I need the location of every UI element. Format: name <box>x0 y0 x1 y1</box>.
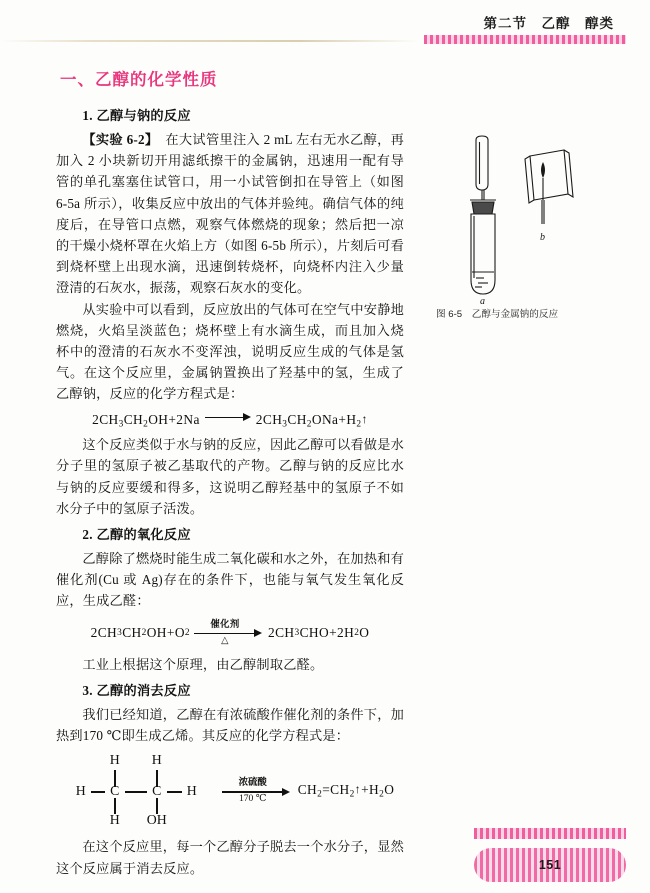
figure-label-b: b <box>540 232 545 243</box>
oxidation-paragraph: 乙醇除了燃烧时能生成二氧化碳和水之外，在加热和有催化剂(Cu 或 Ag)存在的条件下，也能与氧气发生氧化反应，生成乙醛： <box>56 551 404 609</box>
eq1-right-1: 2CH <box>255 411 283 427</box>
struct-c-right: C <box>152 783 162 799</box>
equation-elimination-reaction <box>56 752 404 830</box>
equation-sodium-reaction <box>56 410 404 430</box>
page-header <box>0 8 650 54</box>
eq2-left-1: 2CH <box>90 624 118 640</box>
eq1-left-1: 2CH <box>92 411 119 427</box>
eq2-right-2: CHO <box>299 624 330 640</box>
eq2-right-3-sub: 2 <box>354 627 360 638</box>
eq1-plus-2: + <box>338 411 347 427</box>
struct-bond-c-c <box>125 791 147 792</box>
eq1-left-3: OH <box>148 411 169 427</box>
page-number: 151 <box>538 858 562 872</box>
eq3-double-bond: = <box>322 782 331 798</box>
footer-dash-band <box>474 828 626 839</box>
eq2-condition-below: △ <box>221 634 229 646</box>
eq3-product-3: H <box>369 782 380 798</box>
eq2-right-3: 2H <box>337 624 355 640</box>
struct-c-left: C <box>110 783 120 799</box>
eq2-plus-2: + <box>329 624 338 640</box>
eq1-left-4: 2Na <box>176 411 200 427</box>
struct-h-top-left: H <box>109 752 120 768</box>
eq1-right-4: H <box>346 411 357 427</box>
figure-artwork <box>418 128 632 304</box>
experiment-label: 【实验 6-2】 <box>82 132 152 147</box>
struct-h-bottom-left: H <box>109 812 120 828</box>
eq3-condition-above: 浓硫酸 <box>238 776 267 788</box>
eq3-products <box>298 782 395 800</box>
eq2-right-1: 2CH <box>267 624 295 640</box>
catalyst-arrow-icon <box>194 616 264 650</box>
experiment-paragraph <box>56 129 404 299</box>
header-title: 第二节 乙醇 醇类 <box>483 16 614 31</box>
eq3-product-2: CH <box>330 782 350 798</box>
eq1-plus-1: + <box>168 411 177 427</box>
eq1-right-4-sub: 2 <box>356 419 362 430</box>
header-dash-band <box>424 35 626 44</box>
apparatus-illustration <box>418 128 632 304</box>
eq1-right-1-sub: 3 <box>282 419 288 430</box>
elimination-paragraph: 我们已经知道，乙醇在有浓硫酸作催化剂的条件下，加热到170 ℃即生成乙烯。其反应的化学方程式是： <box>56 706 404 744</box>
struct-oh-bottom-right: OH <box>146 812 167 828</box>
observation-paragraph: 从实验中可以看到，反应放出的气体可在空气中安静地燃烧，火焰呈淡蓝色；烧杯壁上有水滴生成，而且加入烧杯中的澄清的石灰水不变浑浊，说明反应生成的气体是氢气。在这个反应里，金属钠置换出了羟基中的氢，生成了乙醇钠，反应的化学方程式是： <box>56 301 404 402</box>
eq2-left-4-sub: 2 <box>184 627 190 638</box>
experiment-body: 在大试管里注入 2 mL 左右无水乙醇，再加入 2 小块新切开用滤纸擦干的金属钠，迅速用一配有导管的单孔塞塞住试管口，用一小试管倒扣在导管上（如图 6-5a 所示），收集反应中放出的气体并验纯。确信气体的纯度后，在导管口点燃，观察气体燃烧的现象；然后把一凉的干燥小烧杯罩在火焰上方（如图 6-5b 所示），片刻后可看到烧杯壁上出现水滴，迅速倒转烧杯，向烧杯内注入少量澄清的石灰水，振荡，观察石灰水的变化。 <box>56 132 404 296</box>
eq2-plus-1: + <box>166 624 175 640</box>
struct-h-top-right: H <box>151 752 162 768</box>
eq2-left-2: CH <box>122 624 142 640</box>
eq2-left-1-sub: 3 <box>117 627 123 638</box>
industry-paragraph: 工业上根据这个原理，由乙醇制取乙醛。 <box>82 656 324 672</box>
eq1-right-3: ONa <box>311 411 339 427</box>
eq2-left-2-sub: 2 <box>141 627 147 638</box>
eq3-plus: + <box>361 782 370 798</box>
eq3-condition-below: 170 ℃ <box>238 793 267 805</box>
eq3-product-3-sub: 2 <box>379 790 385 801</box>
eq2-left-4: O <box>174 624 185 640</box>
eq1-left-1-sub: 3 <box>118 419 124 430</box>
eq1-left-2: CH <box>123 411 144 427</box>
eq1-left-2-sub: 2 <box>143 419 149 430</box>
eq3-product-1-sub: 2 <box>317 790 323 801</box>
struct-bond-h-right <box>167 791 182 792</box>
figure-label-a: a <box>480 296 485 304</box>
page-number-badge <box>474 848 626 882</box>
eq1-right-2: CH <box>287 411 307 427</box>
eq1-right-2-sub: 2 <box>306 419 312 430</box>
eq2-right-1-sub: 3 <box>294 627 300 638</box>
conclusion-paragraph: 在这个反应里，每一个乙醇分子脱去一个水分子，显然这个反应属于消去反应。 <box>56 839 404 876</box>
figure-6-5 <box>418 128 632 320</box>
subsection-3-title: 3. 乙醇的消去反应 <box>82 682 191 698</box>
reaction-arrow-icon <box>205 410 251 424</box>
struct-h-left: H <box>75 783 86 799</box>
sulfuric-acid-arrow-icon <box>222 774 292 808</box>
comparison-paragraph: 这个反应类似于水与钠的反应，因此乙醇可以看做是水分子里的氢原子被乙基取代的产物。乙醇与钠的反应比水与钠的反应要缓和得多，这说明乙醇羟基中的氢原子不如水分子中的氢原子活泼。 <box>56 437 404 516</box>
eq3-product-4: O <box>384 782 395 798</box>
equation-oxidation-reaction <box>56 616 404 650</box>
struct-h-right: H <box>186 783 197 799</box>
eq3-product-2-sub: 2 <box>349 790 355 801</box>
figure-caption: 图 6-5 乙醇与金属钠的反应 <box>436 309 559 320</box>
main-text-column <box>56 100 404 879</box>
ethanol-structural-formula <box>66 752 216 830</box>
eq2-left-3: OH <box>146 624 167 640</box>
eq2-right-4: O <box>359 624 370 640</box>
subsection-1-title: 1. 乙醇与钠的反应 <box>82 108 191 123</box>
struct-bond-h-left <box>91 791 105 792</box>
subsection-2-title: 2. 乙醇的氧化反应 <box>82 527 191 543</box>
eq3-gas-evolution-icon: ↑ <box>354 782 362 797</box>
eq3-product-1: CH <box>297 782 318 798</box>
gas-evolution-icon: ↑ <box>361 411 368 426</box>
eq2-condition-above: 催化剂 <box>210 617 240 629</box>
section-heading: 一、乙醇的化学性质 <box>60 71 218 89</box>
